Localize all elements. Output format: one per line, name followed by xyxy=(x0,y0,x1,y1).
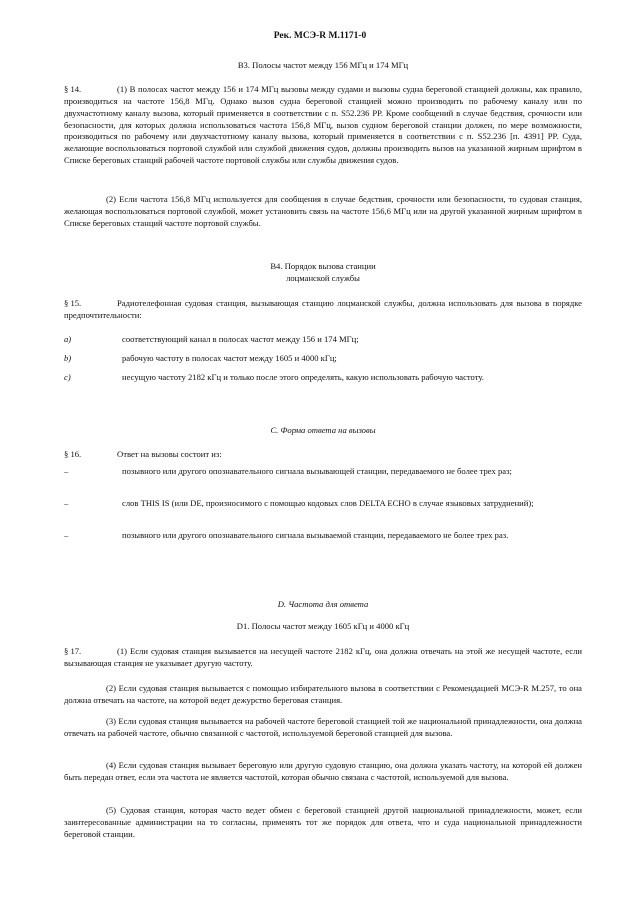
list-item-label: c) xyxy=(64,372,71,382)
paragraph-14-1 xyxy=(64,84,582,167)
section-title-line: B4. Порядок вызова станции xyxy=(270,261,376,271)
paragraph-number: § 15. xyxy=(64,298,82,308)
paragraph-text: (3) Если судовая станция вызывается на рабочей частоте береговой станцией той же национальной принадлежности, она должна отвечать на рабочей частоте, обычно связанной с частотой, используемой береговой станцией для вызова. xyxy=(64,716,582,738)
paragraph-14-2 xyxy=(64,194,582,230)
paragraph-text: (4) Если судовая станция вызывает береговую или другую судовую станцию, она должна указать частоту, на которой ей должен быть передан ответ, если эта частота не является частотой, которая обычно связана с частотой, используемой для вызова. xyxy=(64,760,582,782)
list-item-label: b) xyxy=(64,353,72,363)
paragraph-16 xyxy=(64,449,582,461)
section-d-title: D. Частота для ответа xyxy=(277,599,369,609)
paragraph-17-1 xyxy=(64,646,582,670)
list-item-dash: – xyxy=(64,466,69,476)
paragraph-number: § 17. xyxy=(64,646,82,656)
paragraph-number: § 16. xyxy=(64,449,82,459)
list-item-dash: – xyxy=(64,498,69,508)
section-b3-title: B3. Полосы частот между 156 МГц и 174 МГц xyxy=(237,60,409,70)
paragraph-17-4 xyxy=(64,760,582,784)
list-item-text: слов THIS IS (или DE, произносимого с помощью кодовых слов DELTA ECHO в случае языковых затруднений); xyxy=(122,498,534,508)
paragraph-text: Радиотелефонная судовая станция, вызывающая станцию лоцманской службы, должна использовать для вызова в порядке предпочтительности: xyxy=(64,298,582,320)
paragraph-number: § 14. xyxy=(64,84,82,94)
paragraph-17-3 xyxy=(64,716,582,740)
list-item-text: несущую частоту 2182 кГц и только после этого определять, какую использовать рабочую частоту. xyxy=(122,372,484,382)
list-item-text: позывного или другого опознавательного сигнала вызывающей станции, передаваемого не более трех раз; xyxy=(122,466,512,476)
page-header: Рек. МСЭ-R M.1171-0 xyxy=(273,31,367,41)
paragraph-17-2 xyxy=(64,683,582,707)
list-item-dash: – xyxy=(64,530,69,540)
paragraph-15 xyxy=(64,298,582,322)
paragraph-text: Ответ на вызовы состоит из: xyxy=(117,449,222,459)
paragraph-text: (2) Если частота 156,8 МГц используется для сообщения в случае бедствия, срочности или безопасности, то судовая станция, желающая воспользоваться портовой службой, может установить связь на частоте 156,6 МГц или на другой указанной жирным шрифтом в Списке береговых станций частоте портовой службы. xyxy=(64,194,582,228)
paragraph-text: (5) Судовая станция, которая часто ведет обмен с береговой станцией другой национальной принадлежности, может, если заинтересованные администрации на то согласны, применять тот же порядок для ответа, что и суда национальной принадлежности береговой станции. xyxy=(64,805,582,839)
paragraph-text: (2) Если судовая станция вызывается с помощью избирательного вызова в соответствии с Рекомендацией МСЭ-R M.257, то она должна отвечать на частоте, на которой ведет дежурство береговая станция. xyxy=(64,683,582,705)
section-title-line: лоцманской службы xyxy=(286,272,360,283)
paragraph-text: (1) В полосах частот между 156 и 174 МГц вызовы между судами и вызовы судна береговой станцией должны, как правило, производиться на частоте 156,8 МГц. Однако вызов судна береговой станцией можно производить по рабочему каналу или по двухчастотному каналу вызова, который применяется в соответствии с п. S52.236 РР. Кроме сообщений в случае бедствия, срочности или безопасности, для которых должна использоваться частота 156,8 МГц, вызов судном береговой станции должен, по мере возможности, производиться по рабочему или двухчастотному каналу вызова, который применяется в соответствии с п. S52.236 [п. 4391] РР. Суда, желающие воспользоваться портовой службой или службой движения судов, должны производить вызов на указанной жирным шрифтом в Списке береговых станций рабочей частоте портовой службы или службы движения судов. xyxy=(64,84,582,166)
list-item-text: рабочую частоту в полосах частот между 1605 и 4000 кГц; xyxy=(122,353,337,363)
section-d1-subtitle: D1. Полосы частот между 1605 кГц и 4000 кГц xyxy=(236,621,410,631)
list-item-label: a) xyxy=(64,334,72,344)
paragraph-17-5 xyxy=(64,805,582,841)
list-item-text: соответствующий канал в полосах частот между 156 и 174 МГц; xyxy=(122,334,359,344)
paragraph-text: (1) Если судовая станция вызывается на несущей частоте 2182 кГц, она должна отвечать на этой же несущей частоте, если вызывающая станция не указывает другую частоту. xyxy=(64,646,582,668)
section-c-title: C. Форма ответа на вызовы xyxy=(270,425,376,435)
section-b4-title xyxy=(64,261,582,285)
list-item-text: позывного или другого опознавательного сигнала вызываемой станции, передаваемого не более трех раз. xyxy=(122,530,509,540)
